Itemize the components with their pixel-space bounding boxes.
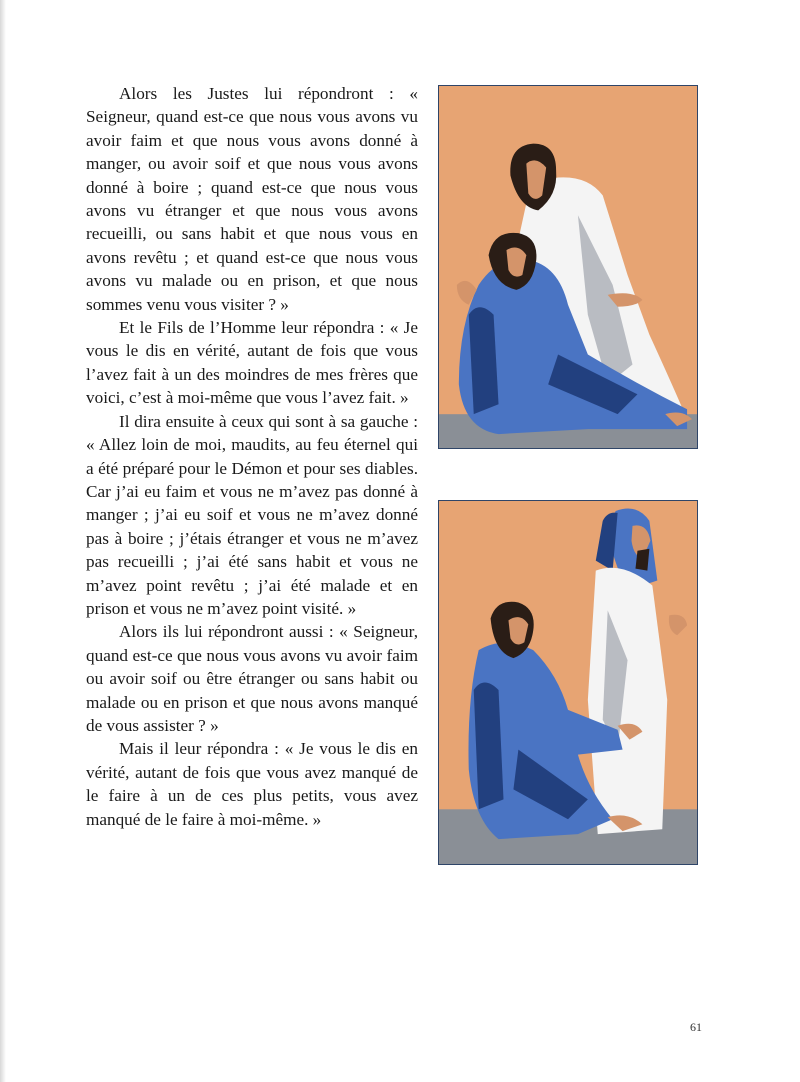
paragraph: Alors ils lui répondront aussi : « Seigneur, quand est-ce que nous vous avons vu avoir faim ou avoir soif ou être étranger ou sans habit ou malade ou en prison et que nous avons manqué de vous assister ? » (86, 622, 418, 735)
illustration-1-drawing (439, 86, 697, 448)
page-edge-shadow (0, 0, 6, 1082)
body-text (86, 82, 418, 831)
illustration-2-drawing (439, 501, 697, 864)
paragraph: Et le Fils de l’Homme leur répondra : « Je vous le dis en vérité, autant de fois que vous l’avez fait à un des moindres de mes frères que voici, c’est à moi-même que vous l’avez fait. » (86, 318, 418, 408)
paragraph: Mais il leur répondra : « Je vous le dis en vérité, autant de fois que vous avez manqué de le faire à un de ces plus petits, vous avez manqué de le faire à moi-même. » (86, 739, 418, 829)
page-number: 61 (690, 1020, 702, 1034)
paragraph: Alors les Justes lui répondront : « Seigneur, quand est-ce que nous vous avons vu avoir faim et que nous vous avons donné à manger, ou avoir soif et que nous vous avons donné à boire ; quand est-ce que nous vous avons vu étranger et que nous vous avons recueilli, ou sans habit et que nous vous en avons revêtu ; et quand est-ce que nous vous avons vu malade ou en prison, et que nous sommes venu vous visiter ? » (86, 84, 418, 314)
blue-robe-shadow (474, 683, 504, 810)
illustration-christ-turning-away (438, 500, 698, 865)
paragraph: Il dira ensuite à ceux qui sont à sa gauche : « Allez loin de moi, maudits, au feu éternel qui a été préparé pour le Démon et pour ses diables. Car j’ai eu faim et vous ne m’avez pas donné à manger ; j’ai eu soif et vous ne m’avez donné pas à boire ; j’étais étranger et vous ne m’avez pas recueilli ; j’ai été sans habit et vous ne m’avez point revêtu ; j’ai été malade et en prison et vous ne m’avez point visité. » (86, 411, 418, 618)
illustration-christ-consoling (438, 85, 698, 449)
christ-beard (635, 549, 649, 571)
